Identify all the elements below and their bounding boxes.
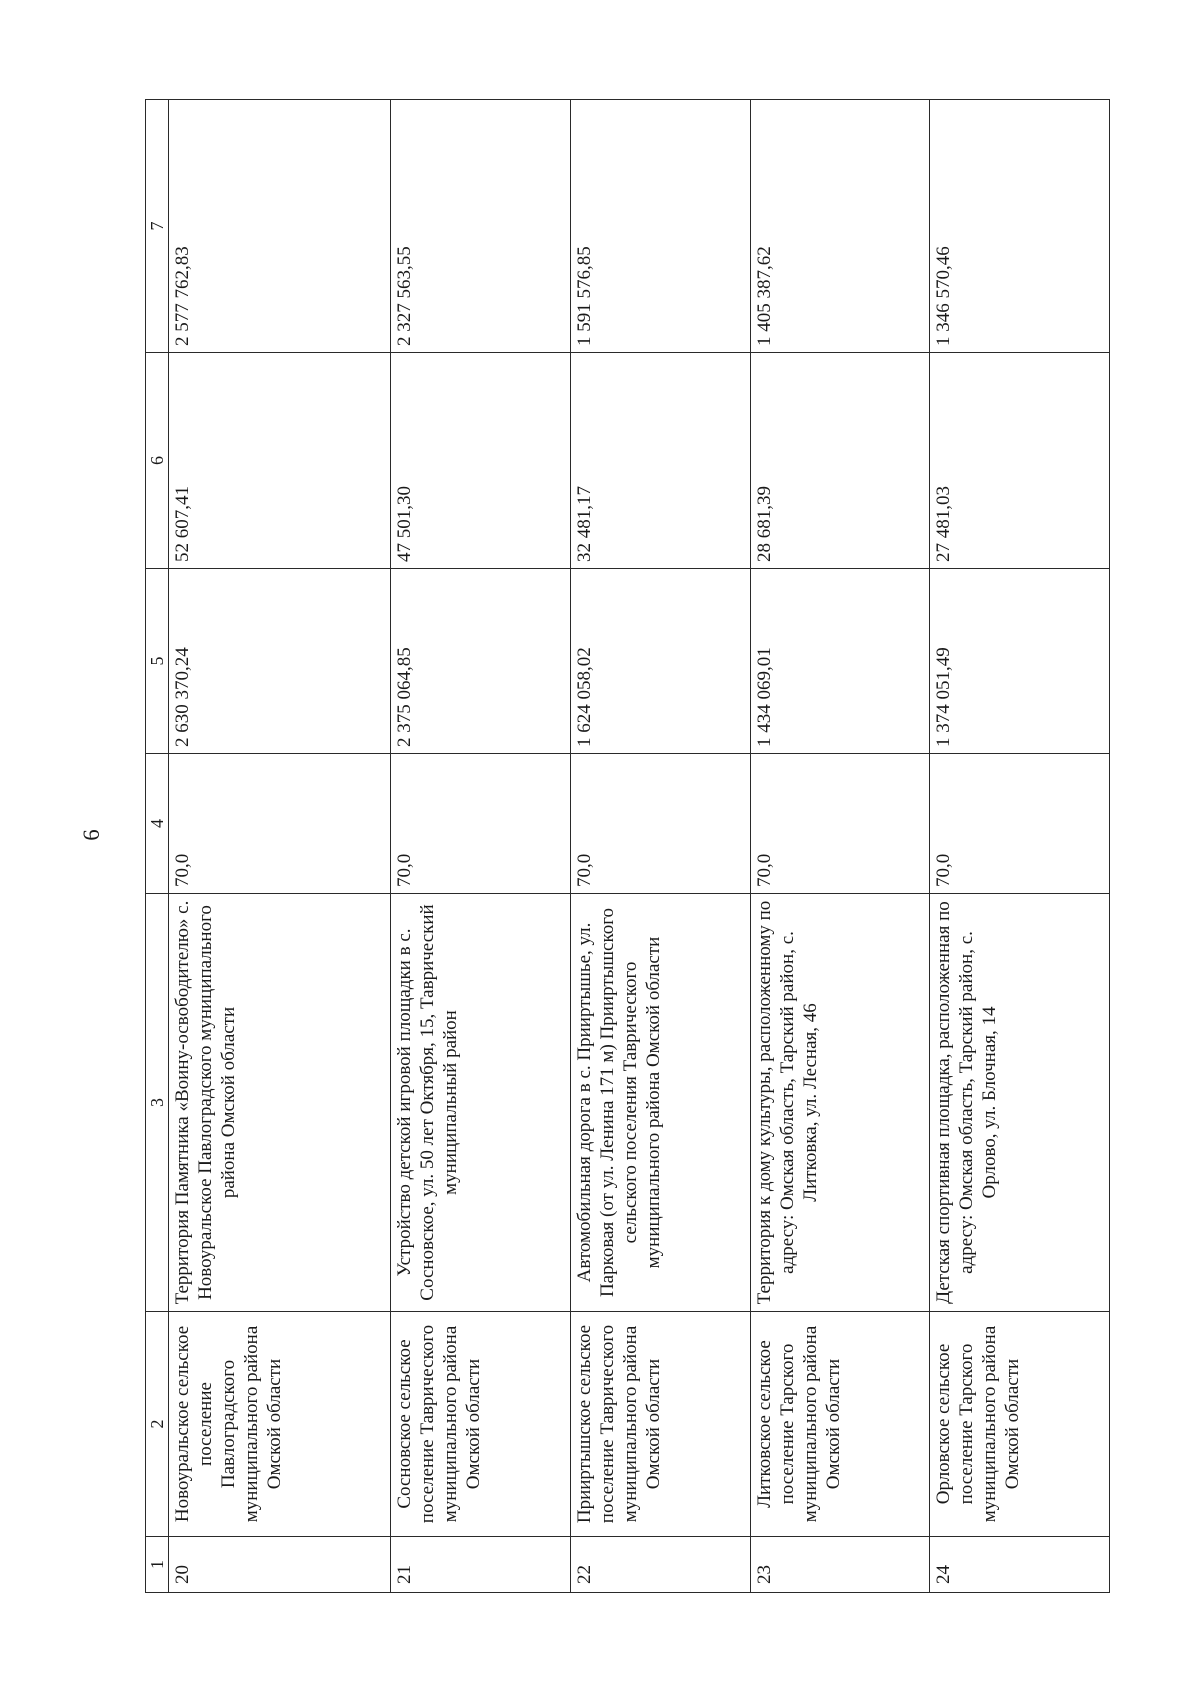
row-number: 22 bbox=[570, 1537, 750, 1593]
total-cost-cell: 1 374 051,49 bbox=[930, 569, 1110, 754]
column-header: 2 bbox=[146, 1312, 169, 1537]
table-row bbox=[391, 100, 571, 1593]
column-header: 6 bbox=[146, 353, 169, 569]
table-row bbox=[930, 100, 1110, 1593]
column-header: 5 bbox=[146, 569, 169, 754]
share-cell: 70,0 bbox=[570, 754, 750, 894]
project-cell: Территория к дому культуры, расположенному по адресу: Омская область, Тарский район, с. Литковка, ул. Лесная, 46 bbox=[750, 894, 930, 1312]
table-row bbox=[169, 100, 391, 1593]
column-header: 1 bbox=[146, 1537, 169, 1593]
row-number: 24 bbox=[930, 1537, 1110, 1593]
table-container bbox=[145, 100, 1110, 1593]
municipality-cell: Новоуральское сельское поселение Павлоградского муниципального района Омской области bbox=[169, 1312, 391, 1537]
table-row bbox=[750, 100, 930, 1593]
row-number: 21 bbox=[391, 1537, 571, 1593]
total-cost-cell: 2 375 064,85 bbox=[391, 569, 571, 754]
share-cell: 70,0 bbox=[930, 754, 1110, 894]
municipality-cell: Литковское сельское поселение Тарского муниципального района Омской области bbox=[750, 1312, 930, 1537]
share-cell: 70,0 bbox=[169, 754, 391, 894]
municipality-cell: Сосновское сельское поселение Таврического муниципального района Омской области bbox=[391, 1312, 571, 1537]
page-number: 6 bbox=[79, 829, 104, 841]
subsidy-cell: 2 327 563,55 bbox=[391, 100, 571, 353]
column-number-row bbox=[146, 100, 169, 1593]
local-funds-cell: 28 681,39 bbox=[750, 353, 930, 569]
project-cell: Устройство детской игровой площадки в с. Сосновское, ул. 50 лет Октября, 15, Таврический муниципальный район bbox=[391, 894, 571, 1312]
total-cost-cell: 1 434 069,01 bbox=[750, 569, 930, 754]
local-funds-cell: 32 481,17 bbox=[570, 353, 750, 569]
subsidy-cell: 1 405 387,62 bbox=[750, 100, 930, 353]
total-cost-cell: 1 624 058,02 bbox=[570, 569, 750, 754]
local-funds-cell: 27 481,03 bbox=[930, 353, 1110, 569]
subsidy-cell: 1 346 570,46 bbox=[930, 100, 1110, 353]
local-funds-cell: 52 607,41 bbox=[169, 353, 391, 569]
column-header: 3 bbox=[146, 894, 169, 1312]
municipality-cell: Прииртышское сельское поселение Таврического муниципального района Омской области bbox=[570, 1312, 750, 1537]
municipality-cell: Орловское сельское поселение Тарского муниципального района Омской области bbox=[930, 1312, 1110, 1537]
project-cell: Автомобильная дорога в с. Прииртышье, ул. Парковая (от ул. Ленина 171 м) Прииртышского сельского поселения Таврического муниципального района Омской области bbox=[570, 894, 750, 1312]
table-row bbox=[570, 100, 750, 1593]
share-cell: 70,0 bbox=[391, 754, 571, 894]
column-header: 7 bbox=[146, 100, 169, 353]
column-header: 4 bbox=[146, 754, 169, 894]
row-number: 23 bbox=[750, 1537, 930, 1593]
project-cell: Детская спортивная площадка, расположенная по адресу: Омская область, Тарский район, с. Орлово, ул. Блочная, 14 bbox=[930, 894, 1110, 1312]
subsidy-table bbox=[145, 99, 1110, 1593]
share-cell: 70,0 bbox=[750, 754, 930, 894]
subsidy-cell: 1 591 576,85 bbox=[570, 100, 750, 353]
project-cell: Территория Памятника «Воину-освободителю» с. Новоуральское Павлоградского муниципального района Омской области bbox=[169, 894, 391, 1312]
total-cost-cell: 2 630 370,24 bbox=[169, 569, 391, 754]
subsidy-cell: 2 577 762,83 bbox=[169, 100, 391, 353]
local-funds-cell: 47 501,30 bbox=[391, 353, 571, 569]
row-number: 20 bbox=[169, 1537, 391, 1593]
